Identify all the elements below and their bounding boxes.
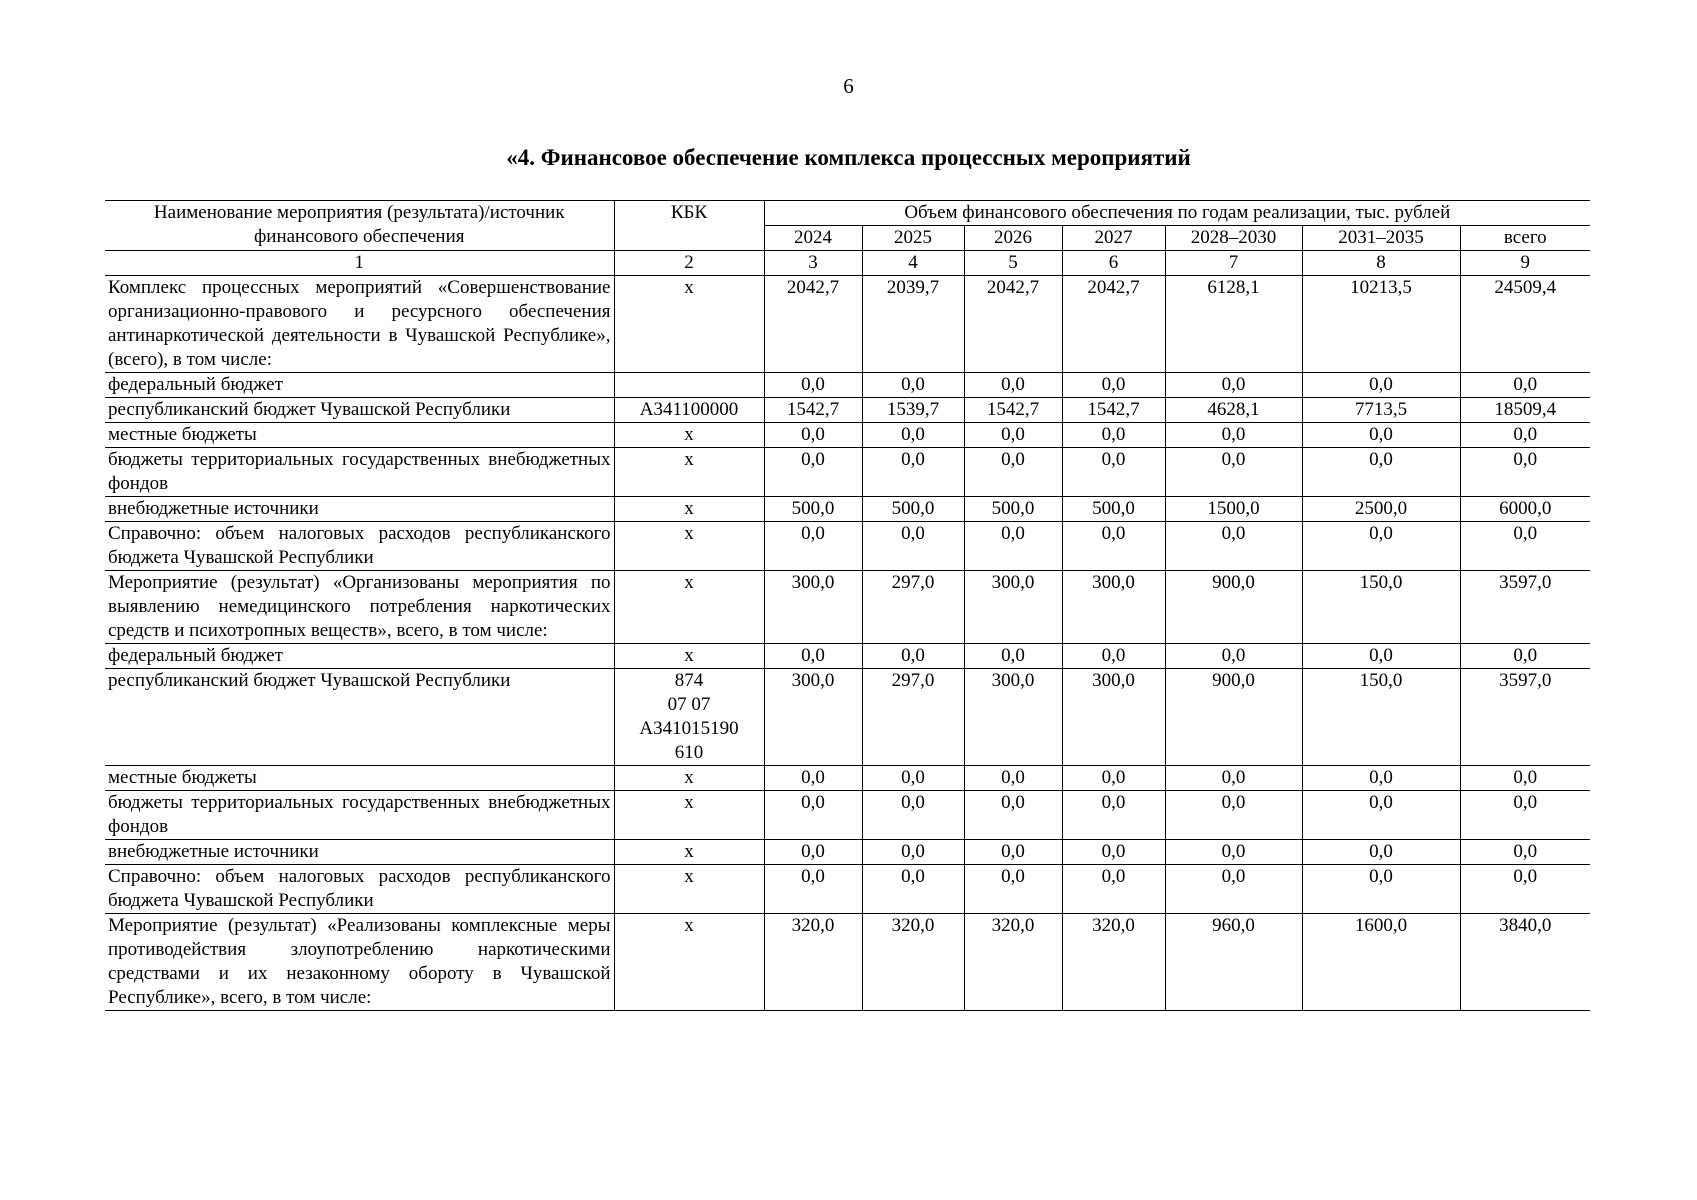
row-value: 500,0 [1062, 497, 1165, 522]
row-kbk [614, 840, 764, 865]
row-name: бюджеты территориальных государственных внебюджетных фондов [105, 791, 614, 840]
kbk-line: x [684, 767, 694, 788]
row-value: 0,0 [1165, 840, 1302, 865]
column-number: 9 [1460, 251, 1590, 276]
row-value: 0,0 [964, 448, 1062, 497]
row-kbk [614, 766, 764, 791]
header-year-2024: 2024 [764, 226, 862, 251]
row-value: 0,0 [862, 766, 964, 791]
row-value: 0,0 [1460, 373, 1590, 398]
row-value: 0,0 [862, 373, 964, 398]
row-value: 320,0 [964, 914, 1062, 1011]
column-number: 2 [614, 251, 764, 276]
row-value: 24509,4 [1460, 276, 1590, 373]
row-value: 0,0 [1302, 644, 1460, 669]
row-value: 6128,1 [1165, 276, 1302, 373]
row-value: 0,0 [1165, 423, 1302, 448]
kbk-line: 07 07 [667, 694, 711, 715]
header-year-2026: 2026 [964, 226, 1062, 251]
row-value: 1542,7 [964, 398, 1062, 423]
row-value: 0,0 [764, 791, 862, 840]
row-value: 150,0 [1302, 571, 1460, 644]
column-number-row [105, 251, 1590, 276]
row-value: 0,0 [1460, 791, 1590, 840]
row-value: 0,0 [964, 766, 1062, 791]
row-value: 0,0 [1062, 423, 1165, 448]
table-row [105, 644, 1590, 669]
row-kbk [614, 276, 764, 373]
row-value: 320,0 [764, 914, 862, 1011]
header-name: Наименование мероприятия (результата)/источник финансового обеспечения [105, 201, 614, 251]
table-row [105, 398, 1590, 423]
row-name: республиканский бюджет Чувашской Республики [105, 398, 614, 423]
row-value: 0,0 [862, 644, 964, 669]
row-value: 500,0 [764, 497, 862, 522]
row-value: 0,0 [964, 644, 1062, 669]
row-value: 0,0 [1460, 423, 1590, 448]
row-value: 0,0 [1302, 522, 1460, 571]
row-value: 10213,5 [1302, 276, 1460, 373]
row-value: 0,0 [1302, 766, 1460, 791]
column-number: 8 [1302, 251, 1460, 276]
table-row [105, 766, 1590, 791]
row-value: 1539,7 [862, 398, 964, 423]
header-kbk: КБК [614, 201, 764, 251]
column-number: 1 [105, 251, 614, 276]
row-value: 0,0 [1302, 448, 1460, 497]
row-value: 0,0 [1460, 448, 1590, 497]
row-value: 0,0 [764, 865, 862, 914]
row-value: 900,0 [1165, 669, 1302, 766]
row-kbk [614, 571, 764, 644]
row-value: 0,0 [964, 840, 1062, 865]
row-value: 300,0 [964, 571, 1062, 644]
kbk-line: x [684, 866, 694, 887]
row-value: 1542,7 [1062, 398, 1165, 423]
table-row [105, 448, 1590, 497]
row-name: Справочно: объем налоговых расходов республиканского бюджета Чувашской Республики [105, 522, 614, 571]
row-value: 0,0 [1302, 423, 1460, 448]
kbk-line: А341015190 [639, 718, 739, 739]
row-kbk [614, 644, 764, 669]
row-value: 1500,0 [1165, 497, 1302, 522]
header-year-2028-2030: 2028–2030 [1165, 226, 1302, 251]
row-value: 0,0 [862, 448, 964, 497]
row-value: 297,0 [862, 669, 964, 766]
column-number: 5 [964, 251, 1062, 276]
kbk-line: x [684, 915, 694, 936]
kbk-line: А341100000 [639, 399, 739, 420]
row-name: местные бюджеты [105, 423, 614, 448]
row-value: 0,0 [1165, 373, 1302, 398]
column-number: 7 [1165, 251, 1302, 276]
table-row [105, 423, 1590, 448]
row-value: 0,0 [764, 522, 862, 571]
row-value: 0,0 [764, 423, 862, 448]
kbk-line: x [684, 498, 694, 519]
table-row [105, 497, 1590, 522]
row-value: 0,0 [1062, 840, 1165, 865]
row-name: местные бюджеты [105, 766, 614, 791]
row-value: 0,0 [1460, 766, 1590, 791]
row-value: 0,0 [1165, 644, 1302, 669]
financing-table [105, 200, 1590, 1011]
row-value: 0,0 [1165, 522, 1302, 571]
section-title: «4. Финансовое обеспечение комплекса процессных мероприятий [506, 145, 1191, 170]
row-value: 0,0 [764, 373, 862, 398]
column-number: 4 [862, 251, 964, 276]
row-value: 0,0 [1460, 522, 1590, 571]
row-value: 0,0 [1062, 766, 1165, 791]
row-value: 0,0 [1165, 448, 1302, 497]
table-row [105, 840, 1590, 865]
kbk-line: 874 [674, 670, 704, 691]
kbk-line: x [684, 841, 694, 862]
row-value: 900,0 [1165, 571, 1302, 644]
row-value: 0,0 [1165, 766, 1302, 791]
row-value: 0,0 [764, 766, 862, 791]
row-kbk [614, 522, 764, 571]
header-year-2025: 2025 [862, 226, 964, 251]
row-value: 4628,1 [1165, 398, 1302, 423]
row-name: Комплекс процессных мероприятий «Совершенствование организационно-правового и ресурсного обеспечения антинаркотической деятельности в Чувашской Республике», (всего), в том числе: [105, 276, 614, 373]
column-number: 6 [1062, 251, 1165, 276]
row-value: 0,0 [862, 865, 964, 914]
row-value: 0,0 [964, 522, 1062, 571]
row-value: 0,0 [1460, 644, 1590, 669]
row-name: Мероприятие (результат) «Организованы мероприятия по выявлению немедицинского потребления наркотических средств и психотропных веществ», всего, в том числе: [105, 571, 614, 644]
row-value: 300,0 [1062, 571, 1165, 644]
kbk-line: x [684, 645, 694, 666]
row-name: внебюджетные источники [105, 840, 614, 865]
kbk-line: x [684, 572, 694, 593]
row-value: 300,0 [764, 669, 862, 766]
row-name: внебюджетные источники [105, 497, 614, 522]
row-value: 0,0 [964, 865, 1062, 914]
kbk-line: x [684, 449, 694, 470]
row-kbk [614, 669, 764, 766]
table-row [105, 522, 1590, 571]
row-value: 18509,4 [1460, 398, 1590, 423]
row-value: 0,0 [1062, 865, 1165, 914]
row-value: 6000,0 [1460, 497, 1590, 522]
row-value: 960,0 [1165, 914, 1302, 1011]
row-value: 0,0 [1165, 791, 1302, 840]
kbk-line: x [684, 424, 694, 445]
row-kbk [614, 398, 764, 423]
row-name: Мероприятие (результат) «Реализованы комплексные меры противодействия злоупотреблению наркотическими средствами и их незаконному обороту в Чувашской Республике», всего, в том числе: [105, 914, 614, 1011]
row-value: 500,0 [862, 497, 964, 522]
kbk-line: x [684, 792, 694, 813]
row-value: 7713,5 [1302, 398, 1460, 423]
table-row [105, 914, 1590, 1011]
row-value: 0,0 [1062, 791, 1165, 840]
row-kbk [614, 865, 764, 914]
row-value: 0,0 [1460, 840, 1590, 865]
row-value: 0,0 [1302, 373, 1460, 398]
row-kbk [614, 373, 764, 398]
page-number: 6 [843, 74, 854, 98]
row-value: 0,0 [1302, 865, 1460, 914]
row-value: 0,0 [862, 840, 964, 865]
row-value: 2039,7 [862, 276, 964, 373]
row-value: 0,0 [1302, 791, 1460, 840]
row-value: 0,0 [964, 423, 1062, 448]
row-value: 2042,7 [964, 276, 1062, 373]
row-value: 300,0 [764, 571, 862, 644]
table-row [105, 276, 1590, 373]
row-value: 1542,7 [764, 398, 862, 423]
row-name: республиканский бюджет Чувашской Республики [105, 669, 614, 766]
row-value: 0,0 [1062, 373, 1165, 398]
table-body [105, 276, 1590, 1011]
row-value: 2500,0 [1302, 497, 1460, 522]
row-value: 300,0 [1062, 669, 1165, 766]
header-volume: Объем финансового обеспечения по годам реализации, тыс. рублей [764, 201, 1590, 226]
row-value: 297,0 [862, 571, 964, 644]
row-value: 0,0 [1460, 865, 1590, 914]
row-value: 300,0 [964, 669, 1062, 766]
kbk-line: 610 [674, 742, 704, 763]
row-value: 0,0 [764, 840, 862, 865]
table-row [105, 865, 1590, 914]
row-value: 0,0 [764, 644, 862, 669]
row-kbk [614, 448, 764, 497]
row-value: 2042,7 [764, 276, 862, 373]
kbk-line: x [684, 277, 694, 298]
row-value: 320,0 [1062, 914, 1165, 1011]
row-value: 0,0 [862, 522, 964, 571]
row-name: бюджеты территориальных государственных внебюджетных фондов [105, 448, 614, 497]
table-row [105, 571, 1590, 644]
row-kbk [614, 914, 764, 1011]
row-value: 0,0 [1165, 865, 1302, 914]
row-name: Справочно: объем налоговых расходов республиканского бюджета Чувашской Республики [105, 865, 614, 914]
row-value: 3597,0 [1460, 571, 1590, 644]
row-value: 0,0 [862, 423, 964, 448]
row-value: 0,0 [764, 448, 862, 497]
row-value: 150,0 [1302, 669, 1460, 766]
header-total: всего [1460, 226, 1590, 251]
table-row [105, 373, 1590, 398]
header-year-2027: 2027 [1062, 226, 1165, 251]
row-name: федеральный бюджет [105, 644, 614, 669]
row-value: 0,0 [1302, 840, 1460, 865]
row-value: 0,0 [862, 791, 964, 840]
row-value: 3597,0 [1460, 669, 1590, 766]
row-value: 2042,7 [1062, 276, 1165, 373]
row-value: 1600,0 [1302, 914, 1460, 1011]
row-value: 500,0 [964, 497, 1062, 522]
kbk-line: x [684, 523, 694, 544]
column-number: 3 [764, 251, 862, 276]
table-row [105, 791, 1590, 840]
row-value: 0,0 [1062, 644, 1165, 669]
row-value: 3840,0 [1460, 914, 1590, 1011]
row-value: 0,0 [964, 373, 1062, 398]
row-value: 0,0 [1062, 448, 1165, 497]
header-year-2031-2035: 2031–2035 [1302, 226, 1460, 251]
row-kbk [614, 497, 764, 522]
row-value: 0,0 [964, 791, 1062, 840]
row-value: 320,0 [862, 914, 964, 1011]
table-row [105, 669, 1590, 766]
row-kbk [614, 423, 764, 448]
row-name: федеральный бюджет [105, 373, 614, 398]
row-kbk [614, 791, 764, 840]
row-value: 0,0 [1062, 522, 1165, 571]
